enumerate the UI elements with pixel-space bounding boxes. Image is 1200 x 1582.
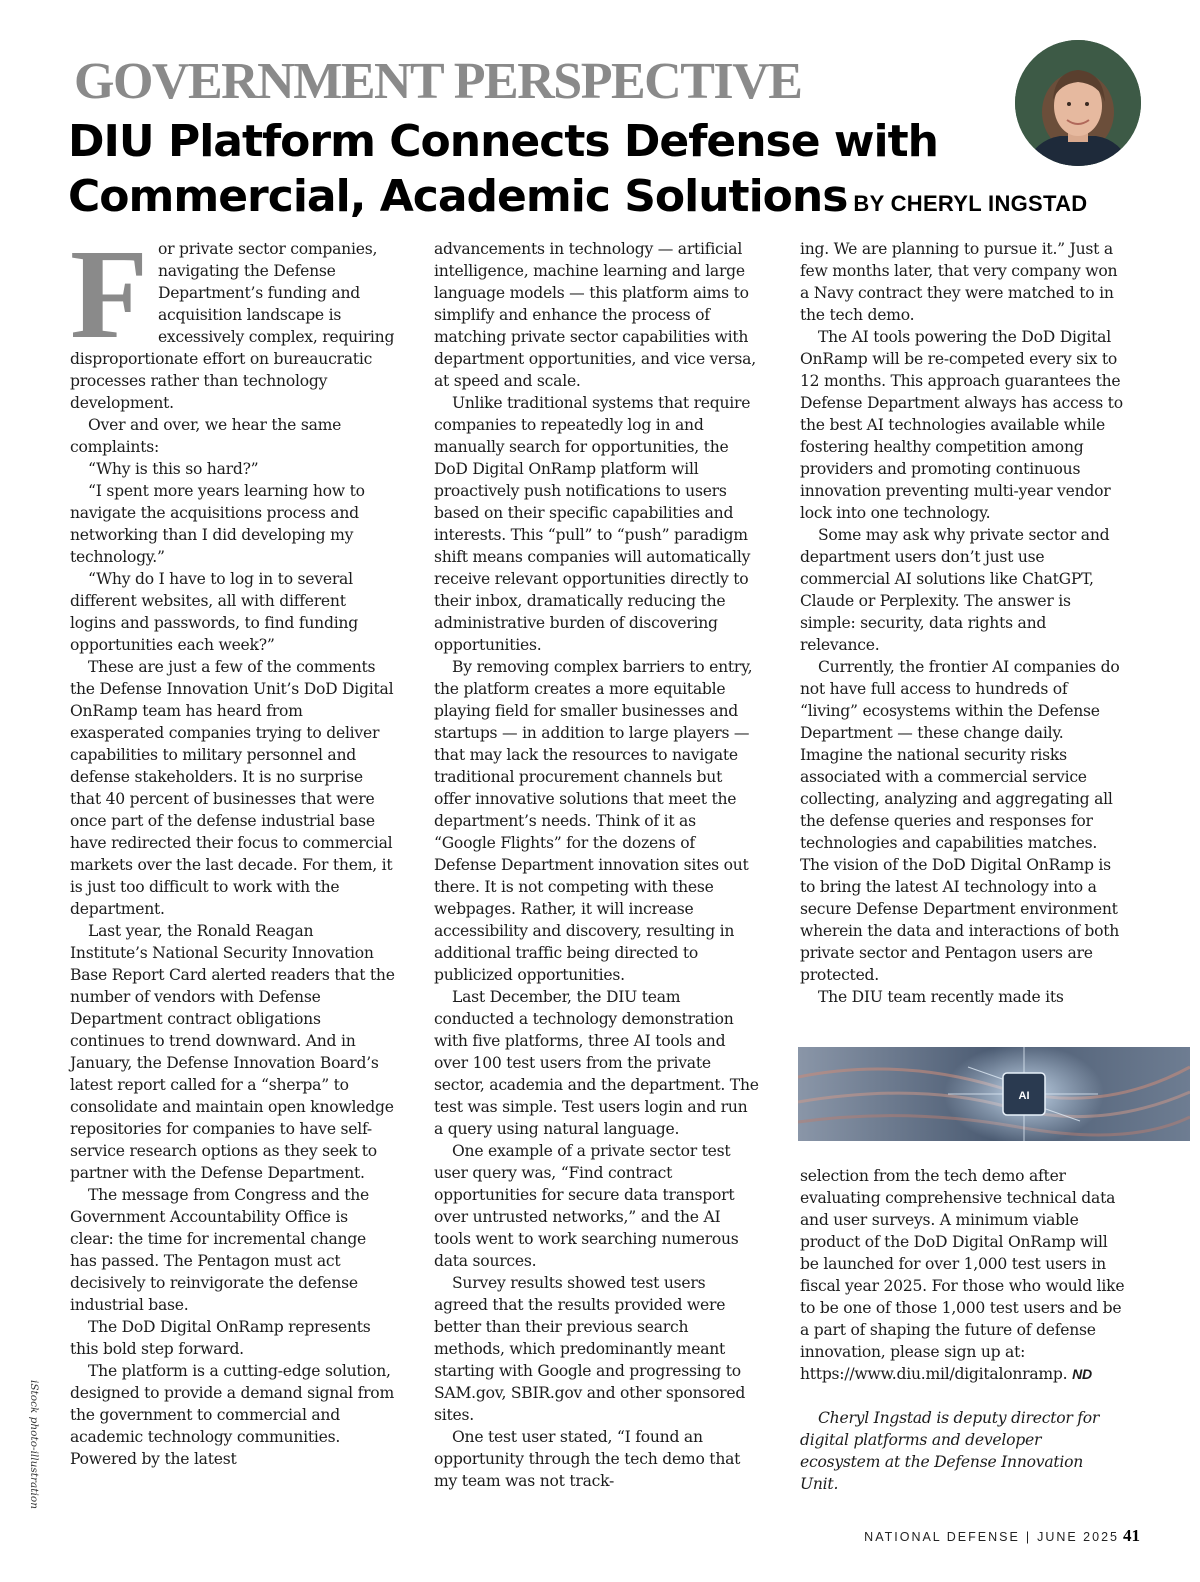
footer-separator: | (1025, 1530, 1032, 1544)
closing-paragraph: selection from the tech demo after evaluating comprehensive technical data and user surveys. A minimum viable product of the DoD Digital OnRamp will be launched for over 1,000 test users in fiscal year 2025. For those who would like to be one of those 1,000 test users and be a part of shaping the future of defense innovation, please sign up at: https://www.diu.mil/digitalonramp. (800, 1167, 1125, 1383)
paragraph (800, 1165, 1125, 1385)
headline (68, 114, 1088, 231)
paragraph: advancements in technology — artificial intelligence, machine learning and large language models — this platform aims to simplify and enhance the process of matching private sector capabilities with department opportunities, and vice versa, at speed and scale. (434, 240, 756, 390)
article-column-1 (70, 223, 395, 1470)
paragraph: The platform is a cutting-edge solution, designed to provide a demand signal from the government to commercial and academic technology communities. Powered by the latest (70, 1362, 394, 1468)
paragraph: or private sector companies, navigating the Defense Department’s funding and acquisition landscape is excessively complex, requiring disproportionate effort on bureaucratic processes rather than technology development. (70, 240, 395, 412)
byline: BY CHERYL INGSTAD (853, 191, 1088, 216)
paragraph: Currently, the frontier AI companies do not have full access to hundreds of “living” ecosystems within the Defense Department — these change daily. Imagine the national security risks associated with a commercial service collecting, analyzing and aggregating all the defense queries and responses for technologies and capabilities matches. The vision of the DoD Digital OnRamp is to bring the latest AI technology into a secure Defense Department environment wherein the data and interactions of both private sector and Pentagon users are protected. (800, 658, 1120, 984)
section-kicker: GOVERNMENT PERSPECTIVE (74, 53, 802, 110)
page-number: 41 (1123, 1526, 1140, 1545)
issue-date: JUNE 2025 (1037, 1530, 1119, 1544)
author-bio: Cheryl Ingstad is deputy director for digital platforms and developer ecosystem at the Defense Innovation Unit. (800, 1409, 1100, 1493)
paragraph: “Why do I have to log in to several different websites, all with different logins and passwords, to find funding opportunities each week?” (70, 570, 358, 654)
article-column-3 (800, 238, 1125, 1008)
paragraph: “Why is this so hard?” (88, 460, 259, 478)
paragraph: The DIU team recently made its (818, 988, 1064, 1006)
article-column-3-continued (800, 1165, 1125, 1495)
paragraph: Survey results showed test users agreed that the results provided were better than their previous search methods, which predominantly meant starting with Google and progressing to SAM.gov, SBIR.gov and other sponsored sites. (434, 1274, 746, 1424)
paragraph: “I spent more years learning how to navigate the acquisitions process and networking than I did developing my technology.” (70, 482, 365, 566)
paragraph: Unlike traditional systems that require companies to repeatedly log in and manually search for opportunities, the DoD Digital OnRamp platform will proactively push notifications to users based on their specific capabilities and interests. This “pull” to “push” paradigm shift means companies will automatically receive relevant opportunities directly to their inbox, dramatically reducing the administrative burden of discovering opportunities. (434, 394, 751, 654)
paragraph: By removing complex barriers to entry, the platform creates a more equitable playing field for smaller businesses and startups — in addition to large players — that may lack the resources to navigate traditional procurement channels but offer innovative solutions that meet the department’s needs. Think of it as “Google Flights” for the dozens of Defense Department innovation sites out there. It is not competing with these webpages. Rather, it will increase accessibility and discovery, resulting in additional traffic being directed to publicized opportunities. (434, 658, 753, 984)
paragraph: Over and over, we hear the same complaints: (70, 416, 342, 456)
paragraph: One test user stated, “I found an opportunity through the tech demo that my team was not track- (434, 1428, 741, 1490)
author-portrait (1015, 40, 1141, 166)
paragraph: One example of a private sector test user query was, “Find contract opportunities for secure data transport over untrusted networks,” and the AI tools went to work searching numerous data sources. (434, 1142, 739, 1270)
end-mark: ND (1072, 1366, 1092, 1382)
paragraph: The message from Congress and the Government Accountability Office is clear: the time for incremental change has passed. The Pentagon must act decisively to reinvigorate the defense industrial base. (70, 1186, 370, 1314)
headline-line-1: DIU Platform Connects Defense with (68, 116, 938, 167)
paragraph: Some may ask why private sector and department users don’t just use commercial AI solutions like ChatGPT, Claude or Perplexity. The answer is simple: security, data rights and relevance. (800, 526, 1110, 654)
paragraph: These are just a few of the comments the Defense Innovation Unit’s DoD Digital OnRamp team has heard from exasperated companies trying to deliver capabilities to military personnel and defense stakeholders. It is no surprise that 40 percent of businesses that were once part of the defense industrial base have redirected their focus to commercial markets over the last decade. For them, it is just too difficult to work with the department. (70, 658, 394, 918)
headline-line-2-text: Commercial, Academic Solutions (68, 171, 848, 222)
paragraph: ing. We are planning to pursue it.” Just a few months later, that very company won a Navy contract they were matched to in the tech demo. (800, 240, 1118, 324)
photo-credit: iStock photo-illustration (28, 1380, 40, 1509)
chip-label: AI (1018, 1090, 1030, 1102)
page-footer (864, 1526, 1140, 1546)
paragraph: Last December, the DIU team conducted a technology demonstration with five platforms, three AI tools and over 100 test users from the private sector, academia and the department. The test was simple. Test users login and run a query using natural language. (434, 988, 759, 1138)
ai-chip-illustration (798, 1047, 1190, 1141)
article-column-2 (434, 238, 759, 1492)
headline-line-2 (68, 169, 1088, 231)
paragraph: Last year, the Ronald Reagan Institute’s National Security Innovation Base Report Card alerted readers that the number of vendors with Defense Department contract obligations continues to trend downward. And in January, the Defense Innovation Board’s latest report called for a “sherpa” to consolidate and maintain open knowledge repositories for companies to have self-service research options as they seek to partner with the Defense Department. (70, 922, 395, 1182)
drop-cap: F (70, 223, 148, 365)
paragraph: The DoD Digital OnRamp represents this bold step forward. (70, 1318, 371, 1358)
paragraph: The AI tools powering the DoD Digital OnRamp will be re-competed every six to 12 months. This approach guarantees the Defense Department always has access to the best AI technologies available while fostering healthy competition among providers and promoting continuous innovation preventing multi-year vendor lock into one technology. (800, 328, 1123, 522)
publication-name: NATIONAL DEFENSE (864, 1530, 1020, 1544)
